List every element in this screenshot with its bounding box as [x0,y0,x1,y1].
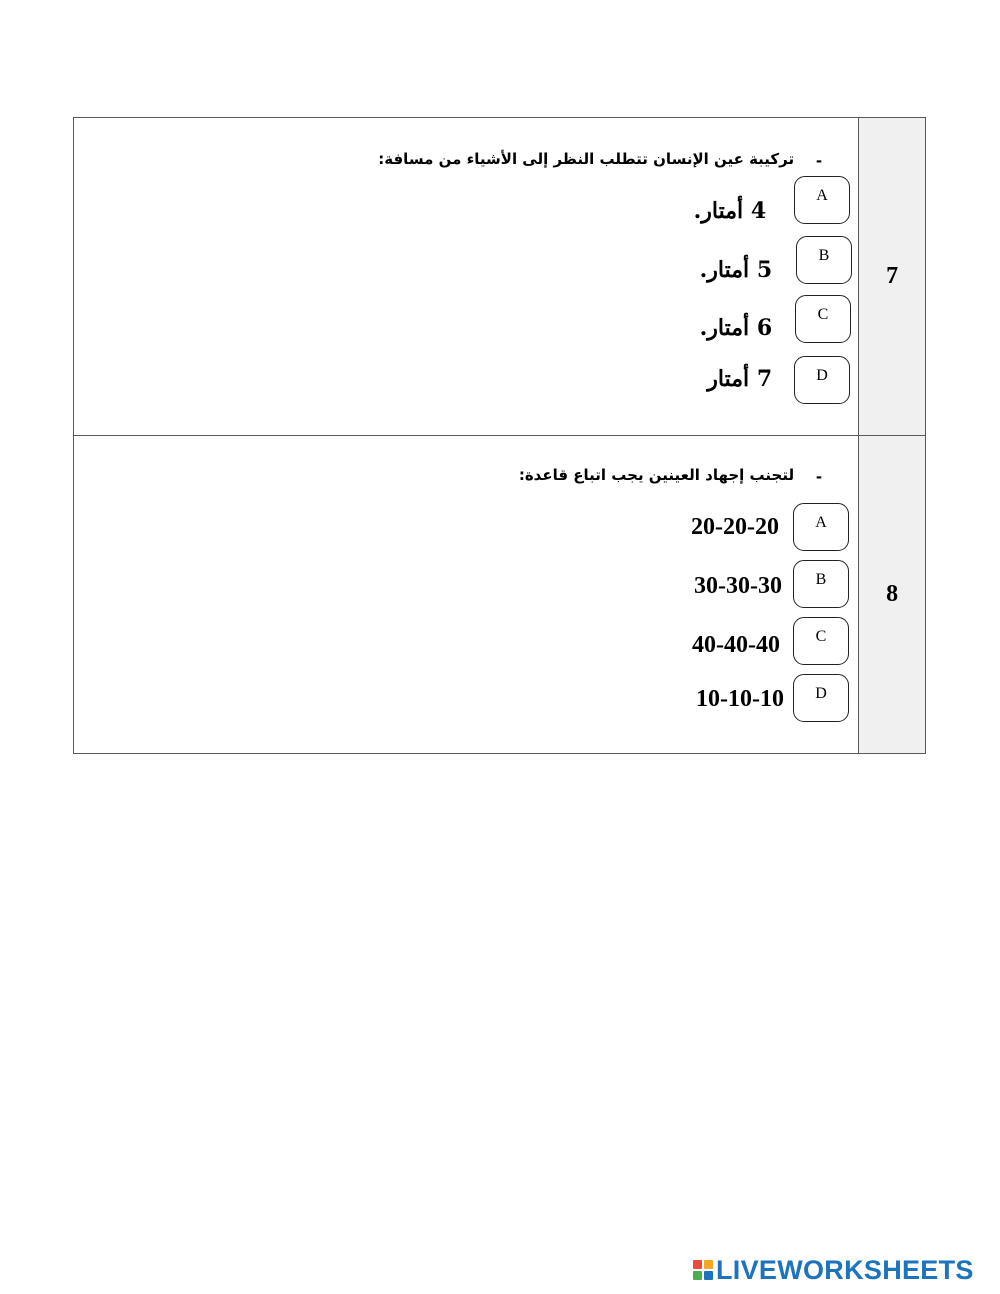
question-7-content [74,118,859,436]
option-7-a-box[interactable]: A [794,176,850,224]
option-7-c-box[interactable]: C [795,295,851,343]
question-8-dash: - [815,468,823,486]
logo-square-2 [704,1260,713,1269]
option-8-a-box[interactable]: A [793,503,849,551]
option-8-b-text: 30-30-30 [694,573,782,599]
question-8-content [74,436,859,754]
question-row-8 [74,436,926,754]
logo-square-1 [693,1260,702,1269]
option-7-b-box[interactable]: B [796,236,852,284]
questions-table [73,117,926,754]
question-8-number: 8 [859,436,926,754]
option-7-d-text: 7 أمتار [707,366,773,392]
option-7-d-box[interactable]: D [794,356,850,404]
logo-square-4 [704,1271,713,1280]
option-8-d-box[interactable]: D [793,674,849,722]
option-8-a-text: 20-20-20 [691,514,779,540]
question-8-text: لتجنب إجهاد العينين يجب اتباع قاعدة: [518,466,795,484]
option-7-a-text: 4 أمتار. [693,198,767,224]
option-8-b-box[interactable]: B [793,560,849,608]
question-7-dash: - [815,152,823,170]
option-8-c-box[interactable]: C [793,617,849,665]
logo-mark-icon [693,1260,713,1280]
option-7-b-text: 5 أمتار. [699,257,773,283]
question-row-7 [74,118,926,436]
question-7-text: تركيبة عين الإنسان تتطلب النظر إلى الأشياء من مسافة: [378,150,795,168]
option-7-c-text: 6 أمتار. [699,315,773,341]
option-8-c-text: 40-40-40 [692,632,780,658]
question-7-number: 7 [859,118,926,436]
logo-square-3 [693,1271,702,1280]
option-8-d-text: 10-10-10 [696,686,784,712]
liveworksheets-logo [693,1255,974,1285]
logo-text: LIVEWORKSHEETS [716,1254,974,1285]
